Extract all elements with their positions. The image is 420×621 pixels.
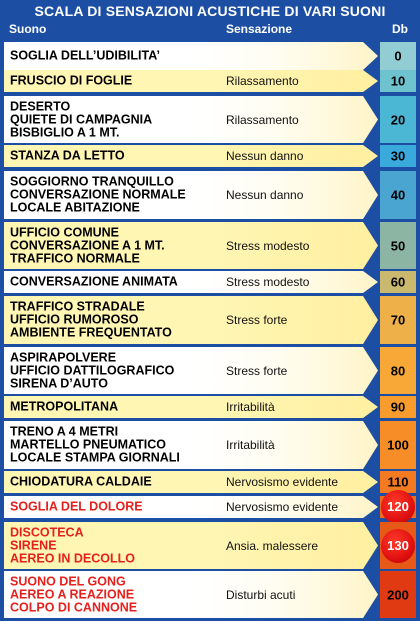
db-value-badge: 120 <box>381 490 415 524</box>
db-value: 30 <box>390 148 406 164</box>
sensazione-label: Stress forte <box>226 313 288 327</box>
table-row <box>0 145 420 167</box>
suono-label: FRUSCIO DI FOGLIE <box>10 73 133 88</box>
table-row <box>0 496 420 518</box>
sensazione-label: Irritabilità <box>226 438 275 452</box>
sensazione-label: Ansia. malessere <box>226 538 319 553</box>
db-value: 60 <box>390 274 406 290</box>
column-header-suono: Suono <box>9 22 47 36</box>
db-value: 70 <box>390 312 406 328</box>
db-value: 80 <box>390 363 406 378</box>
suono-label: CHIODATURA CALDAIE <box>10 474 152 489</box>
db-value: 200 <box>387 587 409 602</box>
column-header-sensazione: Sensazione <box>226 22 293 36</box>
suono-label: SOGGIORNO TRANQUILLO CONVERSAZIONE NORMALE LOCALE ABITAZIONE <box>10 174 186 215</box>
table-row <box>0 296 420 344</box>
suono-label: DISCOTECA SIRENE AEREO IN DECOLLO <box>10 525 136 565</box>
table-row <box>0 171 420 219</box>
suono-label: SOGLIA DEL DOLORE <box>10 499 143 514</box>
suono-label: STANZA DA LETTO <box>10 148 125 163</box>
suono-label: TRENO A 4 METRI MARTELLO PNEUMATICO LOCALE STAMPA GIORNALI <box>10 424 180 465</box>
db-value: 90 <box>390 399 406 415</box>
sensazione-label: Stress forte <box>226 363 288 378</box>
page-title: SCALA DI SENSAZIONI ACUSTICHE DI VARI SUONI <box>34 3 386 19</box>
suono-label: TRAFFICO STRADALE UFFICIO RUMOROSO AMBIENTE FREQUENTATO <box>10 299 172 340</box>
sensazione-label: Stress modesto <box>226 238 310 253</box>
sensazione-label: Nessun danno <box>226 188 304 202</box>
db-value: 100 <box>387 437 409 453</box>
sensazione-label: Stress modesto <box>226 275 310 289</box>
table-row <box>0 96 420 143</box>
sensazione-label: Nessun danno <box>226 149 304 163</box>
table-row <box>0 471 420 493</box>
db-value: 20 <box>390 112 406 127</box>
suono-label: UFFICIO COMUNE CONVERSAZIONE A 1 MT. TRAFFICO NORMALE <box>10 225 165 265</box>
sensazione-label: Disturbi acuti <box>226 587 296 602</box>
table-row <box>0 522 420 569</box>
table-row <box>0 222 420 269</box>
db-value: 50 <box>390 238 406 253</box>
sensazione-label: Irritabilità <box>226 400 275 414</box>
suono-label: DESERTO QUIETE DI CAMPAGNIA BISBIGLIO A 1 MT. <box>10 99 153 139</box>
suono-label: METROPOLITANA <box>10 399 119 414</box>
table-row <box>0 571 420 618</box>
sensazione-label: Nervosismo evidente <box>226 475 339 489</box>
sensazione-label: Rilassamento <box>226 74 299 88</box>
table-row <box>0 70 420 92</box>
db-value: 0 <box>394 48 402 64</box>
table-row <box>0 271 420 293</box>
db-value-badge: 130 <box>381 529 415 563</box>
sensazione-label: Rilassamento <box>226 112 299 127</box>
sensazione-label: Nervosismo evidente <box>226 500 339 514</box>
suono-label: SUONO DEL GONG AEREO A REAZIONE COLPO DI CANNONE <box>10 574 138 614</box>
db-value: 40 <box>390 187 406 203</box>
table-row <box>0 421 420 469</box>
suono-label: CONVERSAZIONE ANIMATA <box>10 274 178 289</box>
table-row <box>0 347 420 394</box>
suono-label: SOGLIA DELL’UDIBILITA’ <box>10 48 160 63</box>
db-value: 110 <box>387 474 409 490</box>
table-row <box>0 42 420 70</box>
column-header-db: Db <box>392 22 408 36</box>
suono-label: ASPIRAPOLVERE UFFICIO DATTILOGRAFICO SIRENA D’AUTO <box>10 350 175 390</box>
table-row <box>0 396 420 418</box>
db-value: 10 <box>390 73 406 89</box>
